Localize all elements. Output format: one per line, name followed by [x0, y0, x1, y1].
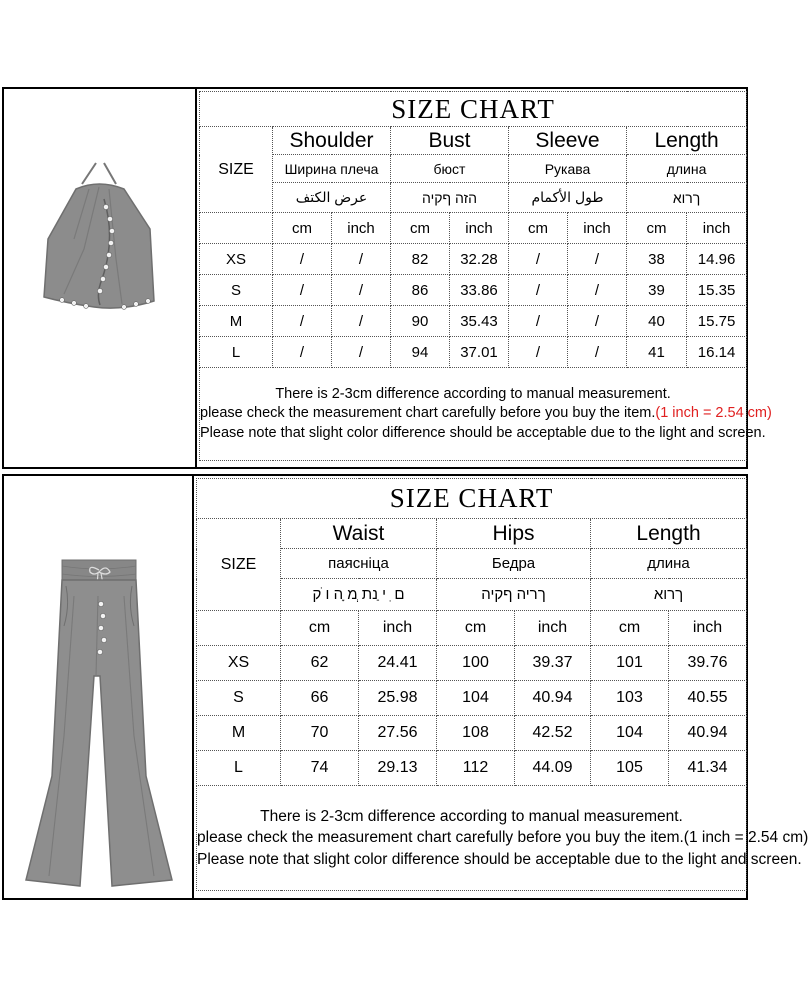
unit-label: cm: [509, 213, 568, 244]
unit-label: inch: [687, 213, 747, 244]
size-cell: L: [200, 337, 273, 368]
note-line: There is 2-3cm difference according to manual measurement.: [275, 385, 671, 402]
page-title: SIZE CHART: [197, 479, 747, 519]
table-row: [200, 244, 747, 275]
unit-label: inch: [669, 611, 747, 646]
page-title: SIZE CHART: [200, 92, 747, 127]
column-header-length-ru: длина: [627, 155, 747, 183]
size-cell: XS: [197, 646, 281, 681]
bottom-size-chart-table: [196, 478, 808, 891]
size-cell: S: [197, 681, 281, 716]
table-cell: 40.94: [669, 716, 747, 751]
table-cell: /: [509, 244, 568, 275]
table-cell: /: [273, 337, 332, 368]
unit-label: inch: [359, 611, 437, 646]
column-header-sleeve-ru: Рукава: [509, 155, 627, 183]
table-cell: 70: [281, 716, 359, 751]
column-header-waist-he: ם ִ י ַנת ְמ ָה ו ֹק: [281, 579, 437, 611]
table-cell: /: [568, 306, 627, 337]
note-line: please check the measurement chart carefully before you buy the item.(1 inch = 2.54 cm): [197, 829, 808, 847]
table-cell: /: [568, 244, 627, 275]
top-size-chart-table: [199, 91, 772, 461]
table-cell: 41: [627, 337, 687, 368]
column-header-hips: Hips: [437, 519, 591, 549]
table-cell: /: [509, 337, 568, 368]
unit-label: cm: [591, 611, 669, 646]
table-cell: 39.76: [669, 646, 747, 681]
size-cell: M: [200, 306, 273, 337]
table-cell: 101: [591, 646, 669, 681]
column-header-waist-ru: паясніца: [281, 549, 437, 579]
table-cell: 15.35: [687, 275, 747, 306]
column-header-bust-alt: הזה ףקיה: [391, 183, 509, 213]
table-cell: 29.13: [359, 751, 437, 786]
column-header-shoulder-alt: عرض الكتف: [273, 183, 391, 213]
table-row: [197, 646, 747, 681]
top-product-image: [2, 87, 198, 469]
column-header-bust-ru: бюст: [391, 155, 509, 183]
table-cell: 25.98: [359, 681, 437, 716]
column-header-shoulder-ru: Ширина плеча: [273, 155, 391, 183]
column-header-length: Length: [627, 127, 747, 155]
column-header-hips-ru: Бедра: [437, 549, 591, 579]
unit-label: inch: [515, 611, 591, 646]
column-header-sleeve: Sleeve: [509, 127, 627, 155]
table-cell: 41.34: [669, 751, 747, 786]
table-cell: 40: [627, 306, 687, 337]
table-cell: 104: [591, 716, 669, 751]
table-cell: 16.14: [687, 337, 747, 368]
note-line: Please note that slight color difference should be acceptable due to the light and screen.: [200, 424, 766, 441]
table-cell: 62: [281, 646, 359, 681]
table-cell: 27.56: [359, 716, 437, 751]
unit-label: cm: [281, 611, 359, 646]
table-cell: 112: [437, 751, 515, 786]
size-cell: S: [200, 275, 273, 306]
table-row: [200, 337, 747, 368]
table-cell: 24.41: [359, 646, 437, 681]
column-header-length-ru: длина: [591, 549, 747, 579]
table-cell: /: [509, 275, 568, 306]
size-header: SIZE: [197, 519, 281, 611]
unit-label: cm: [391, 213, 450, 244]
column-header-waist: Waist: [281, 519, 437, 549]
table-cell: 15.75: [687, 306, 747, 337]
table-row: [197, 681, 747, 716]
column-header-length-he: ךרוא: [591, 579, 747, 611]
table-cell: /: [273, 306, 332, 337]
size-header: SIZE: [200, 127, 273, 213]
table-cell: 40.55: [669, 681, 747, 716]
halter-top-photo: [4, 89, 196, 467]
table-cell: 86: [391, 275, 450, 306]
table-cell: /: [273, 244, 332, 275]
size-note: [200, 368, 772, 461]
table-cell: 90: [391, 306, 450, 337]
table-cell: 74: [281, 751, 359, 786]
table-row: [200, 275, 747, 306]
unit-label: cm: [627, 213, 687, 244]
table-cell: 40.94: [515, 681, 591, 716]
table-cell: /: [332, 306, 391, 337]
wide-leg-pants-photo: [4, 476, 194, 898]
table-cell: 44.09: [515, 751, 591, 786]
table-cell: 103: [591, 681, 669, 716]
size-note: [197, 786, 808, 891]
note-line: please check the measurement chart carefully before you buy the item.: [200, 405, 656, 422]
table-cell: /: [568, 275, 627, 306]
unit-label: inch: [332, 213, 391, 244]
note-line: There is 2-3cm difference according to manual measurement.: [260, 807, 683, 825]
size-cell: XS: [200, 244, 273, 275]
size-cell: M: [197, 716, 281, 751]
top-size-chart-panel: [195, 87, 772, 469]
table-cell: 32.28: [450, 244, 509, 275]
unit-label: inch: [568, 213, 627, 244]
table-row: [197, 716, 747, 751]
table-row: [197, 751, 747, 786]
column-header-shoulder: Shoulder: [273, 127, 391, 155]
column-header-sleeve-alt: طول الأكمام: [509, 183, 627, 213]
table-cell: 39: [627, 275, 687, 306]
table-cell: 82: [391, 244, 450, 275]
size-cell: L: [197, 751, 281, 786]
column-header-length: Length: [591, 519, 747, 549]
table-cell: /: [332, 244, 391, 275]
table-cell: /: [332, 275, 391, 306]
unit-spacer: [200, 213, 273, 244]
table-cell: 108: [437, 716, 515, 751]
column-header-length-alt: ךרוא: [627, 183, 747, 213]
unit-label: cm: [437, 611, 515, 646]
table-cell: /: [332, 337, 391, 368]
note-line: Please note that slight color difference should be acceptable due to the light and screen.: [197, 850, 802, 868]
table-cell: 104: [437, 681, 515, 716]
table-cell: 37.01: [450, 337, 509, 368]
bottom-size-chart-panel: [192, 474, 808, 900]
table-cell: 39.37: [515, 646, 591, 681]
table-cell: 94: [391, 337, 450, 368]
table-cell: 100: [437, 646, 515, 681]
table-cell: 38: [627, 244, 687, 275]
table-cell: /: [568, 337, 627, 368]
unit-label: cm: [273, 213, 332, 244]
table-cell: /: [509, 306, 568, 337]
column-header-hips-he: ךריה ףקיה: [437, 579, 591, 611]
bottom-product-image: [2, 474, 196, 900]
unit-label: inch: [450, 213, 509, 244]
table-row: [200, 306, 747, 337]
unit-spacer: [197, 611, 281, 646]
table-cell: 105: [591, 751, 669, 786]
table-cell: /: [273, 275, 332, 306]
table-cell: 33.86: [450, 275, 509, 306]
table-cell: 35.43: [450, 306, 509, 337]
table-cell: 42.52: [515, 716, 591, 751]
table-cell: 66: [281, 681, 359, 716]
column-header-bust: Bust: [391, 127, 509, 155]
table-cell: 14.96: [687, 244, 747, 275]
conversion-note: (1 inch = 2.54 cm): [655, 405, 772, 422]
